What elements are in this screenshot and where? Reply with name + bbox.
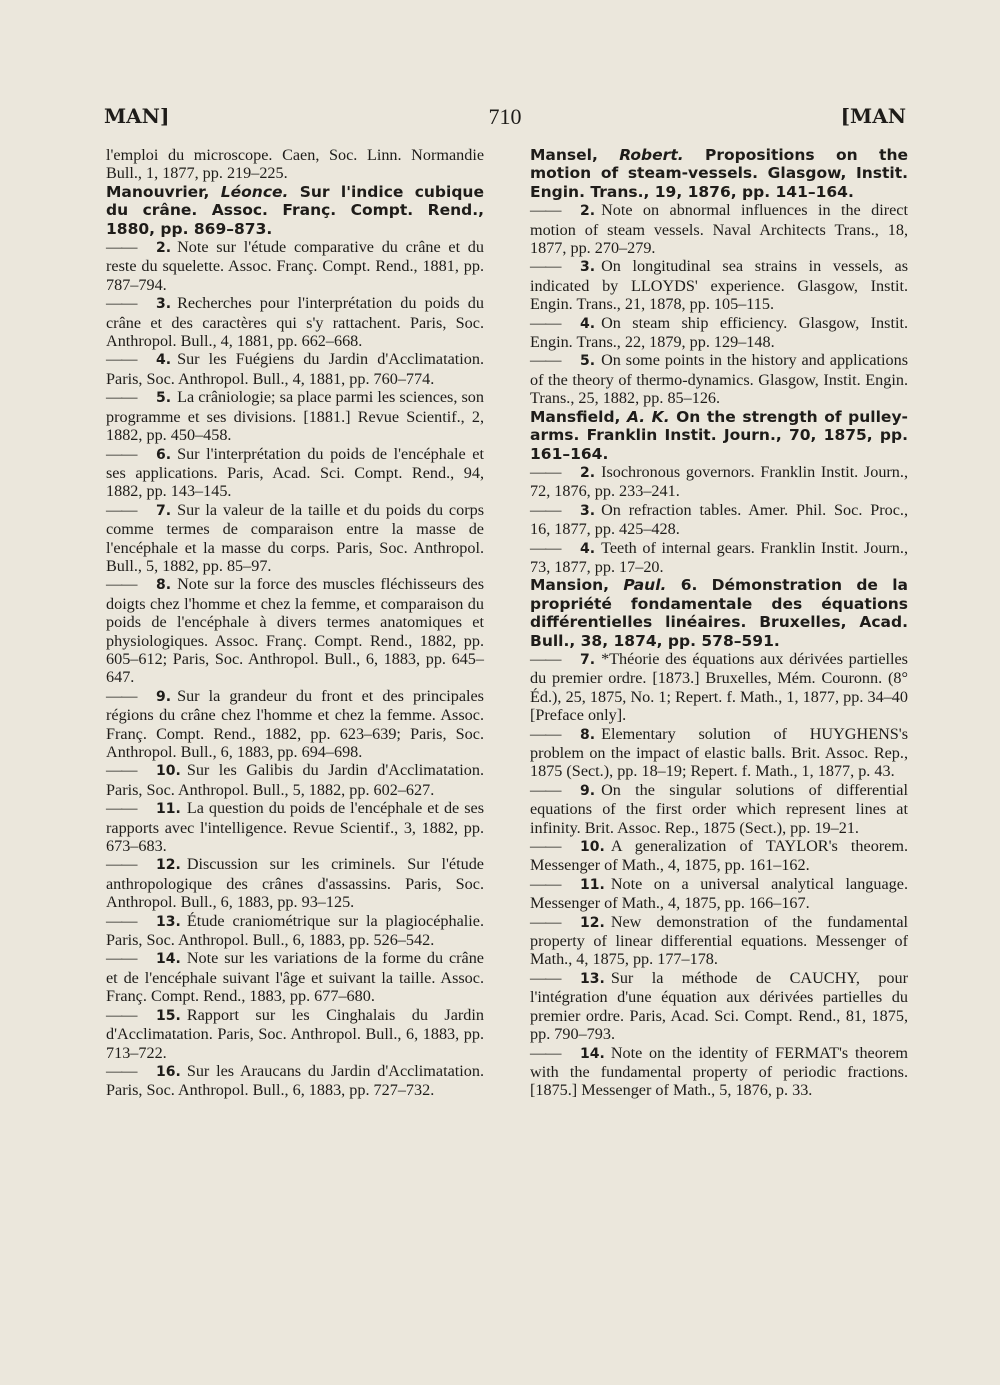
ditto-dash	[530, 539, 580, 557]
sub-entry	[530, 650, 908, 725]
entry-text: Discussion sur les criminels. Sur l'étude anthropologique des crânes d'assassins. Paris, Soc. Anthropol. Bull., 6, 1883, pp. 93–125.	[106, 855, 484, 912]
entry-text: La question du poids de l'encéphale et de ses rapports avec l'intelligence. Revue Scientif., 3, 1882, pp. 673–683.	[106, 799, 484, 856]
entry-number: 10.	[156, 763, 181, 780]
ditto-dash	[106, 1006, 156, 1024]
entry-number: 11.	[156, 801, 181, 818]
ditto-dash	[106, 687, 156, 705]
entry-text: Sur l'interprétation du poids de l'encéphale et ses applications. Paris, Acad. Sci. Compt. Rend., 94, 1882, pp. 143–145.	[106, 444, 484, 501]
sub-entry	[106, 761, 484, 799]
ditto-dash	[530, 1044, 580, 1062]
author-entry	[530, 576, 908, 650]
entry-text: Elementary solution of HUYGHENS's problem on the impact of elastic balls. Brit. Assoc. Rep., 1875 (Sect.), pp. 18–19; Repert. f. Math., 1, 1877, p. 43.	[530, 724, 908, 781]
sub-entry	[530, 463, 908, 501]
entry-text: Note sur les variations de la forme du crâne et de l'encéphale suivant l'âge et suivant la taille. Assoc. Franç. Compt. Rend., 1883, pp. 677–680.	[106, 949, 484, 1006]
entry-text: Recherches pour l'interprétation du poids du crâne et des caractères qui s'y rattachent. Paris, Soc. Anthropol. Bull., 4, 1881, pp. 662–668.	[106, 294, 484, 351]
sub-entry	[106, 1062, 484, 1100]
entry-number: 2.	[580, 464, 596, 481]
author-entry	[530, 408, 908, 463]
entry-number: 3.	[580, 502, 596, 519]
entry-number: 15.	[156, 1007, 181, 1024]
entry-number: 10.	[580, 839, 605, 856]
left-column	[106, 146, 484, 1100]
header-left-catchword: MAN]	[104, 104, 170, 128]
entry-number: 16.	[156, 1063, 181, 1080]
ditto-dash	[530, 463, 580, 481]
continued-entry	[106, 146, 484, 183]
entry-text: On steam ship efficiency. Glasgow, Instit. Engin. Trans., 22, 1879, pp. 129–148.	[530, 313, 908, 352]
ditto-dash	[106, 949, 156, 967]
entry-text: *Théorie des équations aux dérivées partielles du premier ordre. [1873.] Bruxelles, Mém. Couronn. (8° Éd.), 25, 1875, No. 1; Repert. f. Math., 1, 1877, pp. 34–40 [Preface only].	[530, 649, 908, 725]
ditto-dash	[530, 501, 580, 519]
entry-text: On refraction tables. Amer. Phil. Soc. Proc., 16, 1877, pp. 425–428.	[530, 500, 908, 539]
ditto-dash	[106, 294, 156, 312]
entry-number: 12.	[580, 914, 605, 931]
entry-number: 9.	[156, 688, 172, 705]
sub-entry	[530, 969, 908, 1044]
ditto-dash	[530, 781, 580, 799]
author-given-name: Robert.	[619, 146, 684, 164]
author-given-name: A. K.	[626, 407, 670, 426]
entry-text: l'emploi du microscope. Caen, Soc. Linn. Normandie Bull., 1, 1877, pp. 219–225.	[106, 146, 484, 183]
sub-entry	[106, 501, 484, 576]
author-name: Mansfield,	[530, 407, 621, 426]
entry-text: Étude craniométrique sur la plagiocéphalie. Paris, Soc. Anthropol. Bull., 6, 1883, pp. 526–542.	[106, 911, 484, 950]
ditto-dash	[530, 257, 580, 275]
ditto-dash	[530, 650, 580, 668]
entry-number: 5.	[580, 353, 596, 370]
sub-entry	[530, 501, 908, 539]
author-entry	[530, 146, 908, 201]
entry-text: Sur les Galibis du Jardin d'Acclimatation. Paris, Soc. Anthropol. Bull., 5, 1882, pp. 602–627.	[106, 761, 484, 799]
entry-number: 9.	[580, 782, 596, 799]
author-entry	[106, 183, 484, 238]
sub-entry	[106, 949, 484, 1005]
entry-number: 4.	[580, 540, 596, 557]
entry-number: 12.	[156, 857, 181, 874]
sub-entry	[106, 1006, 484, 1062]
entry-number: 4.	[156, 352, 172, 369]
author-name: Mansion,	[530, 576, 610, 595]
entry-text: On the singular solutions of differential equations of the first order which represent lines at infinity. Brit. Assoc. Rep., 1875 (Sect.), pp. 19–21.	[530, 780, 908, 837]
sub-entry	[530, 875, 908, 913]
sub-entry	[530, 781, 908, 837]
entry-text: New demonstration of the fundamental property of linear differential equations. Messenger of Math., 4, 1875, pp. 177–178.	[530, 912, 908, 969]
entry-text: La crâniologie; sa place parmi les sciences, son programme et ses divisions. [1881.] Revue Scientif., 2, 1882, pp. 450–458.	[106, 388, 484, 445]
entry-text: Propositions on the motion of steam-vessels. Glasgow, Instit. Engin. Trans., 19, 1876, pp. 141–164.	[530, 146, 908, 201]
ditto-dash	[106, 1062, 156, 1080]
entry-text: Sur les Fuégiens du Jardin d'Acclimatation. Paris, Soc. Anthropol. Bull., 4, 1881, pp. 760–774.	[106, 350, 484, 388]
entry-text: Teeth of internal gears. Franklin Instit. Journ., 73, 1877, pp. 17–20.	[530, 538, 908, 576]
entry-number: 14.	[580, 1045, 605, 1062]
ditto-dash	[530, 314, 580, 332]
ditto-dash	[530, 837, 580, 855]
entry-number: 8.	[580, 726, 596, 743]
ditto-dash	[530, 351, 580, 369]
ditto-dash	[106, 501, 156, 519]
sub-entry	[106, 855, 484, 911]
entry-text: On longitudinal sea strains in vessels, as indicated by LLOYDS' experience. Glasgow, Instit. Engin. Trans., 21, 1878, pp. 105–115.	[530, 257, 908, 314]
sub-entry	[530, 201, 908, 257]
header-right-catchword: [MAN	[840, 104, 906, 128]
ditto-dash	[106, 445, 156, 463]
sub-entry	[530, 913, 908, 969]
sub-entry	[530, 257, 908, 313]
ditto-dash	[530, 969, 580, 987]
entry-number: 5.	[156, 390, 172, 407]
entry-text: Note on a universal analytical language. Messenger of Math., 4, 1875, pp. 166–167.	[530, 874, 908, 913]
entry-number: 13.	[156, 913, 181, 930]
entry-number: 2.	[156, 240, 172, 257]
entry-text: 6. Démonstration de la propriété fondamentale des équations différentielles linéaires. Bruxelles, Acad. Bull., 38, 1874, pp. 578–591.	[530, 576, 908, 650]
sub-entry	[106, 575, 484, 686]
ditto-dash	[106, 912, 156, 930]
entry-number: 7.	[156, 502, 172, 519]
ditto-dash	[106, 799, 156, 817]
entry-number: 8.	[156, 577, 172, 594]
page-header	[104, 104, 906, 138]
author-name: Manouvrier,	[106, 182, 210, 201]
entry-number: 3.	[156, 296, 172, 313]
sub-entry	[106, 350, 484, 388]
sub-entry	[530, 351, 908, 407]
entry-number: 7.	[580, 651, 596, 668]
sub-entry	[530, 539, 908, 577]
ditto-dash	[106, 855, 156, 873]
ditto-dash	[530, 875, 580, 893]
entry-text: On the strength of pulley-arms. Franklin Instit. Journ., 70, 1875, pp. 161–164.	[530, 407, 908, 463]
entry-text: A generalization of TAYLOR's theorem. Messenger of Math., 4, 1875, pp. 161–162.	[530, 837, 908, 875]
author-given-name: Léonce.	[220, 182, 289, 201]
entry-text: Rapport sur les Cinghalais du Jardin d'Acclimatation. Paris, Soc. Anthropol. Bull., 6, 1883, pp. 713–722.	[106, 1005, 484, 1062]
sub-entry	[106, 912, 484, 950]
entry-text: Note sur la force des muscles fléchisseurs des doigts chez l'homme et chez la femme, et comparaison du poids de l'encéphale à divers termes anatomiques et physiologiques. Assoc. Franç. Compt. Rend., 1882, pp. 605–612; Paris, Soc. Anthropol. Bull., 6, 1883, pp. 645–647.	[106, 575, 484, 687]
sub-entry	[106, 687, 484, 762]
entry-text: Sur les Araucans du Jardin d'Acclimatation. Paris, Soc. Anthropol. Bull., 6, 1883, pp. 727–732.	[106, 1061, 484, 1100]
entry-text: On some points in the history and applications of the theory of thermo-dynamics. Glasgow, Instit. Engin. Trans., 25, 1882, pp. 85–126.	[530, 351, 908, 408]
entry-text: Sur la valeur de la taille et du poids du corps comme termes de comparaison entre la masse de l'encéphale et la masse du corps. Paris, Soc. Anthropol. Bull., 5, 1882, pp. 85–97.	[106, 500, 484, 575]
sub-entry	[106, 799, 484, 855]
right-column	[530, 146, 908, 1100]
entry-text: Sur l'indice cubique du crâne. Assoc. Franç. Compt. Rend., 1880, pp. 869–873.	[106, 182, 484, 238]
sub-entry	[530, 1044, 908, 1100]
sub-entry	[530, 725, 908, 781]
page-number: 710	[488, 104, 522, 129]
author-name: Mansel,	[530, 146, 598, 164]
entry-number: 14.	[156, 951, 181, 968]
entry-number: 3.	[580, 259, 596, 276]
ditto-dash	[106, 575, 156, 593]
ditto-dash	[106, 761, 156, 779]
sub-entry	[106, 445, 484, 501]
ditto-dash	[106, 388, 156, 406]
entry-text: Isochronous governors. Franklin Instit. Journ., 72, 1876, pp. 233–241.	[530, 462, 908, 501]
author-given-name: Paul.	[623, 576, 667, 595]
entry-number: 6.	[156, 446, 172, 463]
sub-entry	[106, 388, 484, 444]
entry-number: 13.	[580, 970, 605, 987]
entry-number: 11.	[580, 876, 605, 893]
entry-number: 2.	[580, 203, 596, 220]
sub-entry	[106, 294, 484, 350]
sub-entry	[530, 314, 908, 352]
entry-text: Note sur l'étude comparative du crâne et du reste du squelette. Assoc. Franç. Compt. Rend., 1881, pp. 787–794.	[106, 238, 484, 294]
entry-text: Sur la méthode de CAUCHY, pour l'intégration d'une équation aux dérivées partielles du premier ordre. Paris, Acad. Sci. Compt. Rend., 81, 1875, pp. 790–793.	[530, 968, 908, 1044]
entry-number: 4.	[580, 315, 596, 332]
sub-entry	[106, 238, 484, 294]
entry-text: Sur la grandeur du front et des principales régions du crâne chez l'homme et chez la femme. Assoc. Franç. Compt. Rend., 1882, pp. 623–639; Paris, Soc. Anthropol. Bull., 6, 1883, pp. 694–698.	[106, 686, 484, 761]
ditto-dash	[106, 238, 156, 256]
ditto-dash	[530, 201, 580, 219]
entry-text: Note on abnormal influences in the direct motion of steam vessels. Naval Architects Trans., 18, 1877, pp. 270–279.	[530, 201, 908, 258]
sub-entry	[530, 837, 908, 875]
ditto-dash	[530, 725, 580, 743]
entry-text: Note on the identity of FERMAT's theorem with the fundamental property of periodic fractions. [1875.] Messenger of Math., 5, 1876, p. 33.	[530, 1043, 908, 1100]
ditto-dash	[530, 913, 580, 931]
ditto-dash	[106, 350, 156, 368]
